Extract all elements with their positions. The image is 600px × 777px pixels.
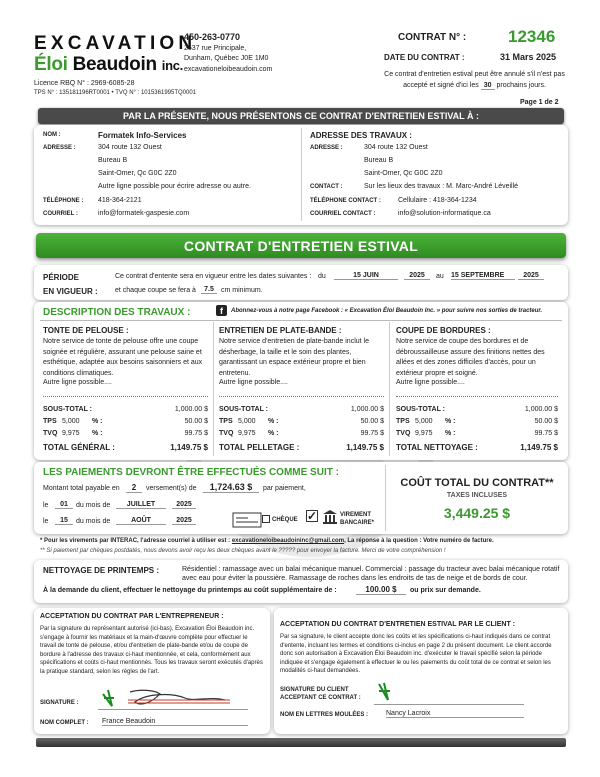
tvq-rate: 9,975 xyxy=(238,430,256,437)
company-name-bottom: Éloi Beaudoin inc. xyxy=(34,54,183,75)
contractor-name-label: NOM COMPLET : xyxy=(40,720,89,726)
cheque-label: CHÈQUE xyxy=(272,517,298,523)
works-phone: Cellulaire : 418-364-1234 xyxy=(398,197,477,204)
column-dots xyxy=(43,396,208,397)
works-phone-label: TÉLÉPHONE CONTACT : xyxy=(310,198,381,204)
tps-tvq: TPS N° : 135181196RT0001 • TVQ N° : 1015361995TQ0001 xyxy=(34,90,197,96)
company-suffix: inc. xyxy=(161,58,183,73)
column-title: COUPE DE BORDURES : xyxy=(396,326,491,335)
tvq-rate: 9,975 xyxy=(62,430,80,437)
column-title: TONTE DE PELOUSE : xyxy=(43,326,129,335)
works-address-line: Saint-Omer, Qc G0C 2Z0 xyxy=(364,170,443,177)
payment2-le: le xyxy=(43,518,49,525)
total-value: 1,149.75 $ xyxy=(346,443,384,452)
subtotal-label: SOUS-TOTAL : xyxy=(396,406,445,413)
payment1-year[interactable]: 2025 xyxy=(172,501,196,509)
tps-rate: 5,000 xyxy=(415,418,433,425)
tps-value: 50.00 $ xyxy=(184,418,208,425)
interac-pre: * Pour les virements par INTERAC, l'adresse courriel à utiliser est : xyxy=(40,538,231,544)
total-label: TOTAL NETTOYAGE : xyxy=(396,443,478,452)
works-address-label: ADRESSE : xyxy=(310,145,343,151)
client-acceptance-text: Par sa signature, le client accepte donc les coûts et les spécifications ci-haut indiqués dans ce contrat d'entente, incluant les termes et conditions ci-inclus en page 2 du présent document. Le client accorde donc son autorisation à Excavation Éloi Beaudoin inc. d'exécuter le travail spécifié selon la période indiquée et s'engage également à effectuer le ou les paiements du coût total de ce contrat et selon les modalités ci-haut demandées. xyxy=(280,634,552,675)
payment1-day[interactable]: 01 xyxy=(55,501,73,509)
payments-count[interactable]: 2 xyxy=(126,483,142,493)
col-divider xyxy=(213,322,214,456)
subtotal-value: 1,000.00 $ xyxy=(524,406,558,413)
client-signer-name[interactable]: Nancy Lacroix xyxy=(386,710,524,718)
tps-rate: 5,000 xyxy=(62,418,80,425)
tps-rate: 5,000 xyxy=(238,418,256,425)
tvq-value: 99.75 $ xyxy=(360,430,384,437)
payment2-month[interactable]: AOÛT xyxy=(116,517,166,525)
contract-date: 31 Mars 2025 xyxy=(500,52,557,62)
client-acceptance-title: ACCEPTATION DU CONTRAT D'ENTRETIEN ESTIVAL PAR LE CLIENT : xyxy=(280,621,515,628)
period-end-day[interactable]: 15 SEPTEMBRE xyxy=(451,272,515,280)
period-label: EN VIGUEUR : xyxy=(43,287,98,296)
cheque-checkbox[interactable] xyxy=(262,515,270,523)
works-title: ADRESSE DES TRAVAUX : xyxy=(310,131,412,140)
payment1-month[interactable]: JUILLET xyxy=(116,501,166,509)
subtotal-value: 1,000.00 $ xyxy=(174,406,208,413)
cheque-icon xyxy=(232,512,262,528)
tps-pct: % : xyxy=(445,418,456,425)
description-rule xyxy=(40,320,562,321)
validity-pre: Ce contrat d'entretien estival peut être annulé s'il n'est pas accepté et signé d'ici les xyxy=(384,71,565,89)
contractor-signature-label: SIGNATURE : xyxy=(40,700,79,706)
spring-text: Résidentiel : ramassage avec un balai mécanique manuel. Commercial : passage du tracteur avec balai mécanique rotatif avec eau pour éviter la poussière. Ramassage de roches dans les endroits de tas de neige et de bords de cour. xyxy=(182,566,560,582)
logo-eloi: É xyxy=(34,54,47,75)
facebook-text: Abonnez-vous à notre page Facebook : « Excavation Éloi Beaudoin Inc. » pour suivre nos sorties de tracteur. xyxy=(231,308,543,314)
contractor-text: Par la signature du représentant autorisé (ici-bas), Excavation Éloi Beaudoin inc. s'engage à fournir les matériaux et la main-d'œuvre complète pour effectuer le travail de tonte de pelouse, et/ou d'entretien de plate-bande et/ou de coupe de bordure à l'adresse des travaux ci-haut mentionnée, et cela, conformément aux spécifications et coûts ci-haut mentionnés. Tous les travaux seront exécutés d'après la pratique standard, selon les règles de l'art. xyxy=(40,626,263,675)
tvq-pct: % : xyxy=(92,430,103,437)
payments-post: par paiement, xyxy=(263,485,306,492)
payments-mid: versement(s) de xyxy=(146,485,197,492)
tvq-label: TVQ xyxy=(396,430,411,437)
column-title: ENTRETIEN DE PLATE-BANDE : xyxy=(219,326,342,335)
company-address1: 2637 rue Principale, xyxy=(184,45,247,52)
works-contact-label: CONTACT : xyxy=(310,184,343,190)
period-text: Ce contrat d'entente sera en vigueur entre les dates suivantes : xyxy=(115,273,312,280)
contractor-name[interactable]: France Beaudoin xyxy=(102,718,248,726)
bank-icon xyxy=(322,509,338,525)
virement-label: VIREMENT BANCAIRE* xyxy=(340,512,375,526)
validity-text xyxy=(382,69,567,91)
client-signature-line[interactable] xyxy=(374,704,524,705)
banner-title: CONTRAT D'ENTRETIEN ESTIVAL xyxy=(183,238,419,254)
client-address-line: Autre ligne possible pour écrire adresse ou autre. xyxy=(98,183,251,190)
tvq-pct: % : xyxy=(445,430,456,437)
client-name: Formatek Info-Services xyxy=(98,131,187,140)
total-value: 1,149.75 $ xyxy=(170,443,208,452)
interac-post: , La réponse à la question : Votre numéro de facture. xyxy=(344,538,494,544)
column-text: Notre service d'entretien de plate-bande inclut le désherbage, la taille et le soin des plantes, garantissant un espace extérieur propre et bien entretenu. xyxy=(219,338,369,377)
payments-title: LES PAIEMENTS DEVRONT ÊTRE EFFECTUÉS COMME SUIT : xyxy=(43,467,339,478)
tvq-rate: 9,975 xyxy=(415,430,433,437)
client-phone: 418-364-2121 xyxy=(98,197,142,204)
spring-demand-post: ou prix sur demande. xyxy=(410,587,481,594)
spring-demand-amount[interactable]: 100.00 $ xyxy=(356,585,406,595)
spring-demand-pre: À la demande du client, effectuer le nettoyage du printemps au coût supplémentaire de : xyxy=(43,587,337,594)
period-section xyxy=(34,265,568,300)
column-extra: Autre ligne possible.... xyxy=(43,379,112,386)
col-divider xyxy=(389,322,390,456)
validity-days: 30 xyxy=(481,82,495,90)
payment2-year[interactable]: 2025 xyxy=(172,517,196,525)
client-name-label: NOM EN LETTRES MOULÉES : xyxy=(280,712,369,718)
company-address2: Dunham, Québec J0E 1M0 xyxy=(184,55,269,62)
payments-pre: Montant total payable en xyxy=(43,485,120,492)
tvq-value: 99.75 $ xyxy=(184,430,208,437)
client-signature-label: SIGNATURE DU CLIENT xyxy=(280,687,349,693)
period-start-day[interactable]: 15 JUIN xyxy=(334,272,398,280)
period-du: du xyxy=(318,273,326,280)
column-extra: Autre ligne possible.... xyxy=(219,379,288,386)
total-label: TOTAL GÉNÉRAL : xyxy=(43,443,115,452)
column-dots xyxy=(396,396,558,397)
client-divider xyxy=(301,128,302,221)
client-signature xyxy=(376,680,396,704)
tps-label: TPS xyxy=(43,418,57,425)
contractor-signature xyxy=(100,684,240,714)
tps-pct: % : xyxy=(268,418,279,425)
period-text: et chaque coupe se fera à xyxy=(115,287,196,294)
tps-label: TPS xyxy=(396,418,410,425)
payment1-mid: du mois de xyxy=(76,502,111,509)
period-end-year[interactable]: 2025 xyxy=(518,272,544,280)
tps-value: 50.00 $ xyxy=(534,418,558,425)
total-cost-label: COÛT TOTAL DU CONTRAT** xyxy=(400,477,554,489)
works-email-label: COURRIEL CONTACT : xyxy=(310,211,376,217)
footer-bar xyxy=(36,738,566,747)
works-address-line: 304 route 132 Ouest xyxy=(364,144,428,151)
company-phone: 450-263-0770 xyxy=(184,32,241,42)
payment1-le: le xyxy=(43,502,49,509)
column-text: Notre service de tonte de pelouse offre une coupe soignée et régulière, assurant une pelouse saine et esthétique, adaptée aux besoins saisonniers et aux conditions climatiques. xyxy=(43,338,203,377)
company-name-top: EXCAVATION xyxy=(34,33,197,54)
virement-checkbox[interactable]: ✓ xyxy=(307,509,318,523)
tvq-label: TVQ xyxy=(219,430,234,437)
tps-pct: % : xyxy=(92,418,103,425)
period-au: au xyxy=(436,273,444,280)
client-email-label: COURRIEL : xyxy=(43,211,78,217)
total-value: 1,149.75 $ xyxy=(520,443,558,452)
period-unit: cm minimum. xyxy=(221,287,263,294)
client-address-line: Saint-Omer, Qc G0C 2Z0 xyxy=(98,170,177,177)
period-start-year[interactable]: 2025 xyxy=(404,272,430,280)
column-text: Notre service de coupe des bordures et de débroussailleuse assure des finitions nettes des allées et des zones difficiles d'accès, pour un extérieur propre et soigné. xyxy=(396,338,545,377)
works-address-line: Bureau B xyxy=(364,157,394,164)
payment2-day[interactable]: 15 xyxy=(55,517,73,525)
contractor-title: ACCEPTATION DU CONTRAT PAR L'ENTREPRENEUR : xyxy=(40,613,224,620)
period-height[interactable]: 7.5 xyxy=(201,286,217,294)
contract-number: 12346 xyxy=(508,27,556,46)
client-address-line: Bureau B xyxy=(98,157,128,164)
intro-title: PAR LA PRÉSENTE, NOUS PRÉSENTONS CE CONTRAT D'ENTRETIEN ESTIVAL À : xyxy=(122,111,479,121)
client-signature-label: ACCEPTANT CE CONTRAT : xyxy=(280,695,361,701)
facebook-icon[interactable]: f xyxy=(216,305,227,316)
client-email[interactable]: info@formatek-gaspesie.com xyxy=(98,210,190,217)
tvq-pct: % : xyxy=(268,430,279,437)
subtotal-label: SOUS-TOTAL : xyxy=(43,406,92,413)
client-name-label: NOM : xyxy=(43,132,61,138)
interac-email[interactable]: excavationeloibeaudoininc@gmail.com xyxy=(231,538,345,544)
tvq-value: 99.75 $ xyxy=(534,430,558,437)
contract-number-label: CONTRAT N° : xyxy=(398,32,467,43)
interac-note xyxy=(40,538,494,544)
validity-post: prochains jours. xyxy=(496,82,546,89)
payment2-mid: du mois de xyxy=(76,518,111,525)
total-label: TOTAL PELLETAGE : xyxy=(219,443,300,452)
works-email[interactable]: info@solution-informatique.ca xyxy=(398,210,491,217)
client-address-label: ADRESSE : xyxy=(43,145,76,151)
client-phone-label: TÉLÉPHONE : xyxy=(43,198,84,204)
total-cost-amount: 3,449.25 $ xyxy=(443,505,511,521)
subtotal-label: SOUS-TOTAL : xyxy=(219,406,268,413)
column-extra: Autre ligne possible.... xyxy=(396,379,465,386)
subtotal-value: 1,000.00 $ xyxy=(350,406,384,413)
total-taxes-label: TAXES INCLUSES xyxy=(446,492,508,499)
licence: Licence RBQ N° : 2969-6085-28 xyxy=(34,80,135,87)
tps-value: 50.00 $ xyxy=(360,418,384,425)
contract-date-label: DATE DU CONTRAT : xyxy=(384,53,465,62)
client-address-line: 304 route 132 Ouest xyxy=(98,144,162,151)
payments-amount[interactable]: 1,724.63 $ xyxy=(203,482,259,493)
tvq-label: TVQ xyxy=(43,430,58,437)
company-website[interactable]: excavationeloibeaudoin.com xyxy=(184,66,273,73)
works-contact: Sur les lieux des travaux : M. Marc-André Léveillé xyxy=(364,183,519,190)
spring-title: NETTOYAGE DE PRINTEMPS : xyxy=(43,566,160,575)
tps-label: TPS xyxy=(219,418,233,425)
cheques-note: ** Si paiement par chèques postdatés, nous devons avoir reçu les deux chèques avant le ????? pour envoyer la facture. Merci de votre compréhension ! xyxy=(40,548,446,554)
description-title: DESCRIPTION DES TRAVAUX : xyxy=(43,307,191,318)
column-dots xyxy=(219,396,384,397)
payments-divider xyxy=(385,465,386,531)
page-number: Page 1 de 2 xyxy=(520,99,559,106)
period-label: PÉRIODE xyxy=(43,273,80,282)
